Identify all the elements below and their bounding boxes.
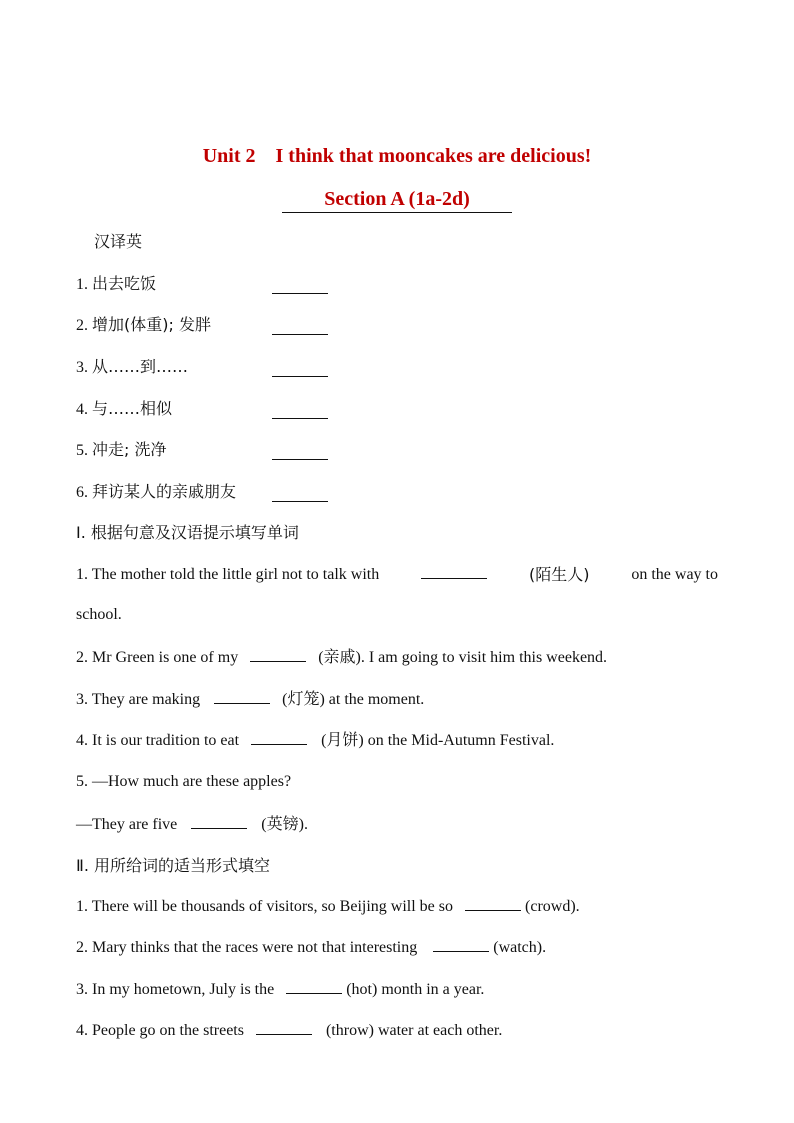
vocab-item-2 xyxy=(76,314,211,337)
question-text: 2. Mary thinks that the races were not that interesting xyxy=(76,939,418,956)
answer-blank[interactable] xyxy=(272,360,328,377)
answer-blank[interactable] xyxy=(256,1020,312,1035)
section-1-heading: Ⅰ. 根据句意及汉语提示填写单词 xyxy=(76,523,299,542)
question-text: 4. It is our tradition to eat xyxy=(76,732,240,749)
answer-blank[interactable] xyxy=(421,564,487,579)
answer-blank[interactable] xyxy=(272,318,328,335)
s2-question-4 xyxy=(76,1020,502,1042)
question-hint: (陌生人) xyxy=(528,565,590,584)
question-text: 1. The mother told the little girl not to talk with xyxy=(76,566,380,583)
question-text: (throw) water at each other. xyxy=(325,1022,503,1039)
s2-question-3 xyxy=(76,979,484,1001)
answer-blank[interactable] xyxy=(250,647,306,662)
vocab-item-5 xyxy=(76,439,166,462)
vocab-item-num: 4. xyxy=(76,401,88,418)
answer-blank[interactable] xyxy=(251,730,307,745)
question-text: 1. There will be thousands of visitors, so Beijing will be so xyxy=(76,898,454,915)
question-text: (月饼) on the Mid-Autumn Festival. xyxy=(321,732,555,749)
vocab-item-1 xyxy=(76,273,156,296)
s1-question-5: 5. —How much are these apples? xyxy=(76,773,292,790)
question-text: on the way to xyxy=(631,566,718,583)
question-text: 3. They are making xyxy=(76,691,201,708)
vocab-item-text: 冲走; 洗净 xyxy=(92,440,167,459)
vocab-item-num: 2. xyxy=(76,317,88,334)
question-text: —They are five xyxy=(76,816,178,833)
question-text: 4. People go on the streets xyxy=(76,1022,244,1039)
answer-blank[interactable] xyxy=(214,689,270,704)
question-text: 3. In my hometown, July is the xyxy=(76,981,275,998)
vocab-item-num: 3. xyxy=(76,359,88,376)
s1-question-4 xyxy=(76,730,554,752)
s1-question-2 xyxy=(76,647,607,669)
vocab-item-num: 6. xyxy=(76,484,88,501)
vocab-item-num: 5. xyxy=(76,442,88,459)
answer-blank[interactable] xyxy=(286,979,342,994)
s1-question-3 xyxy=(76,689,424,711)
s1-question-5-answer xyxy=(76,814,308,836)
vocab-heading: 汉译英 xyxy=(94,232,143,251)
question-text: (英镑). xyxy=(261,816,308,833)
page-title: Unit 2 I think that mooncakes are delicious! xyxy=(202,145,592,167)
question-text: (watch). xyxy=(493,939,547,956)
section-2-heading: Ⅱ. 用所给词的适当形式填空 xyxy=(76,856,271,875)
question-text: (crowd). xyxy=(525,898,580,915)
vocab-item-num: 1. xyxy=(76,276,88,293)
answer-blank[interactable] xyxy=(465,896,521,911)
s2-question-1 xyxy=(76,896,580,918)
answer-blank[interactable] xyxy=(272,277,328,294)
question-text: (灯笼) at the moment. xyxy=(282,691,425,708)
vocab-item-6 xyxy=(76,481,236,504)
vocab-item-3 xyxy=(76,356,188,379)
answer-blank[interactable] xyxy=(272,443,328,460)
question-text: 2. Mr Green is one of my xyxy=(76,649,239,666)
answer-blank[interactable] xyxy=(191,814,247,829)
answer-blank[interactable] xyxy=(433,937,489,952)
s2-question-2 xyxy=(76,937,546,959)
vocab-item-text: 出去吃饭 xyxy=(92,274,157,293)
section-subtitle: Section A (1a-2d) xyxy=(282,186,512,213)
vocab-item-text: 从……到…… xyxy=(92,357,189,376)
answer-blank[interactable] xyxy=(272,485,328,502)
question-text: (hot) month in a year. xyxy=(346,981,485,998)
vocab-item-4 xyxy=(76,398,172,421)
s1-question-1-cont: school. xyxy=(76,606,122,623)
s1-question-1 xyxy=(76,564,718,586)
vocab-item-text: 与……相似 xyxy=(92,399,173,418)
answer-blank[interactable] xyxy=(272,402,328,419)
vocab-item-text: 增加(体重); 发胖 xyxy=(92,315,211,334)
question-text: (亲戚). I am going to visit him this weekend. xyxy=(318,649,608,666)
vocab-item-text: 拜访某人的亲戚朋友 xyxy=(92,482,237,501)
